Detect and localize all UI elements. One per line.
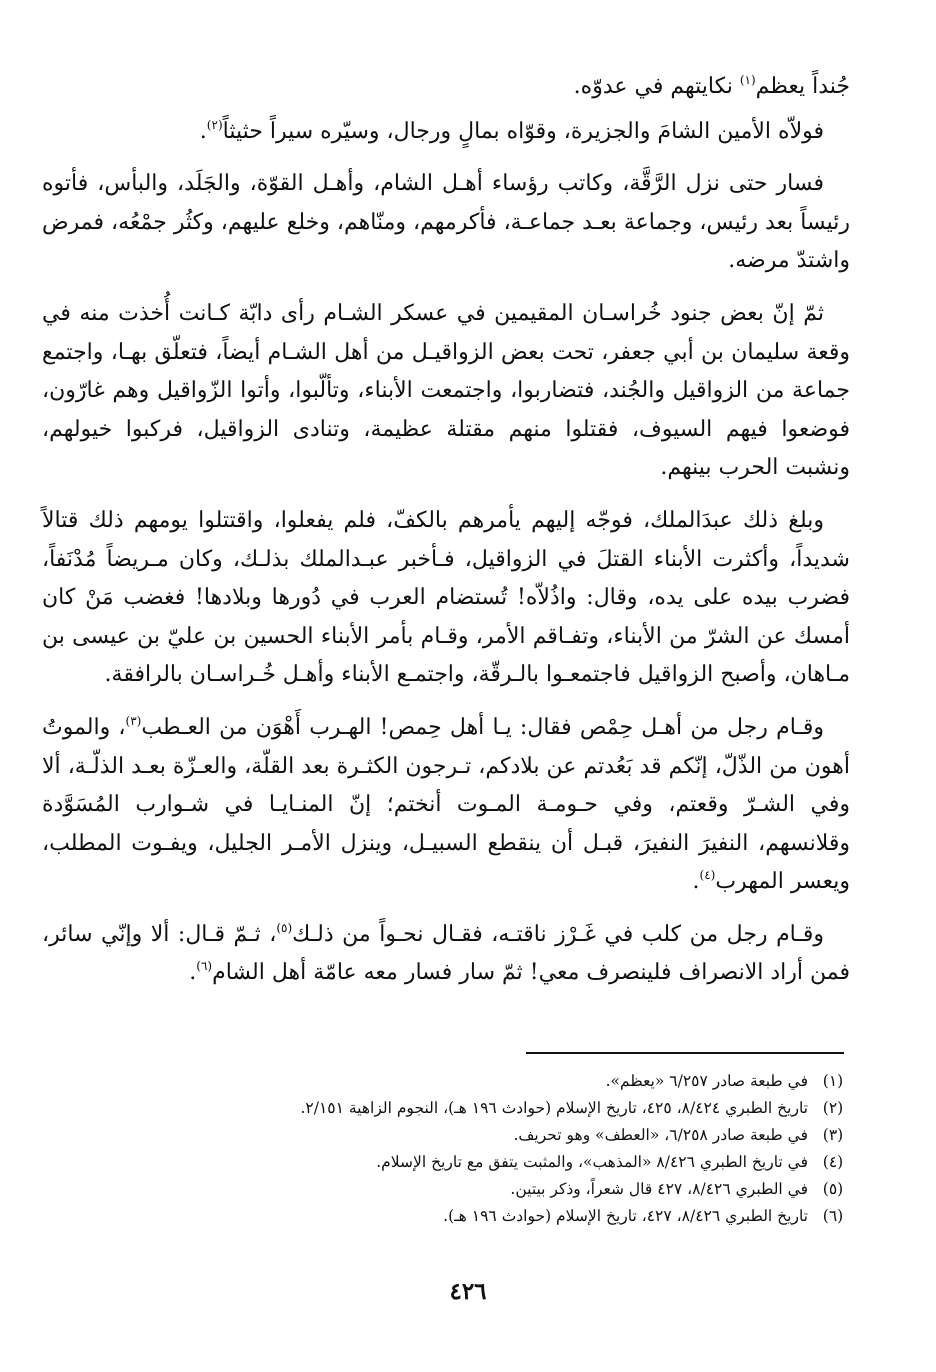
paragraph-4: ثمّ إنّ بعض جنود خُراسـان المقيمين في عسكر الشـام رأى دابّة كـانت أُخذت منه في وقعة سليمان بن أبي جعفر، تحت بعض الزواقيـل من أهل الشـام أيضاً، فتعلّق بهـا، واجتمع جماعة من الزواقيل والجُند، فتضاربوا، واجتمعت الأبناء، وتألّبوا، وأتوا الزّواقيل وهم غارّون، فوضعوا فيهم السيوف، فقتلوا منهم مقتلة عظيمة، وتنادى الزواقيل، فركبوا خيولهم، ونشبت الحرب بينهم.: [42, 300, 851, 481]
footnote-6: (٦)تاريخ الطبري ٨/٤٢٦، ٤٢٧، تاريخ الإسلام (حوادث ١٩٦ هـ).: [443, 1207, 844, 1225]
paragraph-7: وقـام رجل من كلب في غَـرْز ناقتـه، فقـال نحـواً من ذلـك$^{(٥)}$، ثـمّ قـال: ألا وإنّي سائر، فمن أراد الانصراف فلينصرف معي! ثمّ سار فسار معه عامّة أهل الشام$^{(٦)}$.: [42, 920, 850, 986]
footnote-3: (٣)في طبعة صادر ٦/٢٥٨، «العطف» وهو تحريف.: [513, 1126, 844, 1144]
footnote-ref-6: (٦): [196, 959, 213, 974]
footnote-5: (٥)في الطبري ٨/٤٢٦، ٤٢٧ قال شعراً، وذكر بيتين.: [510, 1180, 844, 1198]
footnote-ref-3: (٣): [125, 713, 142, 728]
paragraph-5: وبلغ ذلك عبدَالملك، فوجّه إليهم يأمرهم بالكفّ، فلم يفعلوا، واقتتلوا يومهم ذلك قتالاً شديداً، وأكثرت الأبناء القتلَ في الزواقيل، فـأخبر عبـدالملك بذلـك، وكان مـريضاً مُدْنَفاً، فضرب بيده على يده، وقال: واذُلاّه! تُستضام العرب في دُورها وبلادها! فغضب مَنْ كان أمسك عن الشرّ من الأبناء، وتفـاقم الأمر، وقـام بأمر الأبناء الحسين بن عليّ بن عيسى بن مـاهان، وأصبح الزواقيل فاجتمعـوا بالـرقّة، واجتمـع الأبناء وأهـل خُـراسـان بالرافقة.: [42, 507, 850, 688]
paragraph-6: وقـام رجل من أهـل حِمْص فقال: يـا أهل حِمص! الهـرب أَهْوَن من العـطب$^{(٣)}$، والموتُ أهون من الذّلّ، إنّكم قد بَعُدتم عن بلادكم، تـرجون الكثـرة بعد القلّة، والعـزّة بعـد الذلّـة، ألا وفي الشـرّ وقعتم، وفي حـومـة المـوت أنختم؛ إنّ المنـايـا في شـوارب المُسَوَّدة وقلانسهم، النفيرَ النفيرَ، قبـل أن ينقطع السبيـل، وينزل الأمـر الجليل، ويفـوت المطلب، ويعسر المهرب$^{(٤)}$.: [42, 713, 850, 895]
footnote-ref-2: (٢): [206, 117, 223, 132]
paragraph-3: فسار حتى نزل الرَّقَّة، وكاتب رؤساء أهـل الشام، وأهـل القوّة، والجَلَد، والبأس، فأتوه رئيساً بعد رئيس، وجماعة بعـد جماعـة، فأكرمهم، ومنّاهم، وخلع عليهم، وكثُر جمْعُه، فمرض واشتدّ مرضه.: [42, 171, 850, 274]
footnote-ref-1: (١): [739, 73, 756, 87]
footnote-1: (١)في طبعة صادر ٦/٢٥٧ «يعظم».: [605, 1072, 844, 1090]
footnote-ref-5: (٥): [276, 920, 293, 935]
page-number: ٤٢٦: [449, 1278, 487, 1305]
footnote-ref-4: (٤): [699, 868, 716, 883]
paragraph-1: جُنداً يعظم$^{(١)}$ نكايتهم في عدوّه.: [573, 73, 850, 99]
footnote-4: (٤)في تاريخ الطبري ٨/٤٢٦ «المذهب»، والمثبت يتفق مع تاريخ الإسلام.: [376, 1153, 844, 1171]
footnote-divider: [526, 1052, 844, 1054]
footnote-2: (٢)تاريخ الطبري ٨/٤٢٤، ٤٢٥، تاريخ الإسلام (حوادث ١٩٦ هـ)، النجوم الزاهية ٢/١٥١.: [300, 1099, 844, 1117]
main-text: [42, 68, 850, 993]
paragraph-2: فولاّه الأمين الشامَ والجزيرة، وقوّاه بمالٍ ورجال، وسيّره سيراً حثيثاً$^{(٢)}$.: [199, 117, 824, 144]
footnotes: [42, 1068, 850, 1230]
